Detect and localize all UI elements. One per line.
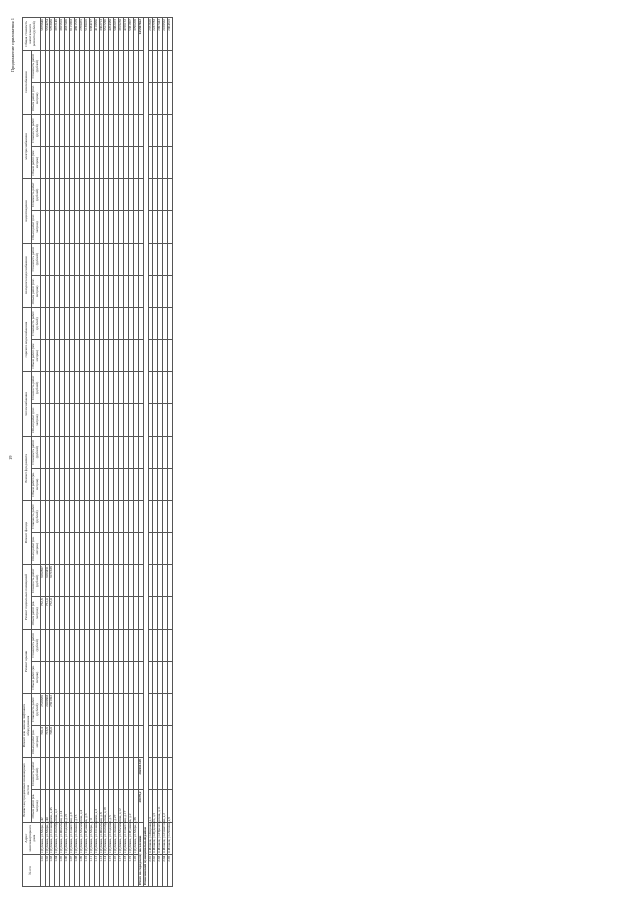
header-subcolumn: Стоимость работ (рублей) [31,179,40,211]
section-title: Иловлинский муниципальный район [143,18,148,887]
row-total: 3972149 [55,18,60,51]
row-number: 1.11 [89,854,94,886]
row-address: г.Дубовка, ул.Садовая, д.21 [64,813,69,853]
header-group: электроснабжения [23,114,32,178]
header-subcolumn: Стоимость работ (рублей) [31,693,40,725]
row-value [168,693,173,725]
header-group: Ремонт или замена лифтового оборудования [23,693,32,757]
header-subcolumn: Объем работ (пог. метров) [31,275,40,307]
header-group: газоснабжения [23,50,32,114]
row-total: 3796208 [133,18,138,51]
row-total: 2768455 [79,18,84,51]
row-address: г.Дубовка, ул.Пушкина, д.6 [83,813,88,853]
header-subcolumn: Объем работ (пог. метров) [31,211,40,243]
header-subcolumn: Объем работ (пог. метров) [31,147,40,179]
header-subcolumn: Стоимость работ (рублей) [31,307,40,339]
header-row-groups [23,18,32,887]
row-number: 1.03 [50,854,55,886]
row-number: 1.07 [70,854,75,886]
row-value [168,726,173,758]
row-value [168,307,173,339]
row-value [168,661,173,693]
row-total: 2237783 [153,18,158,51]
row-value [168,372,173,404]
row-address: г.Дубовка, ул.Школьная, д.14 [59,810,64,853]
row-number: 1.10 [84,854,89,886]
row-number: 1.12 [94,854,99,886]
row-address: г.Дубовка, ул.Мира, д.44 [44,817,49,853]
row-address: г.Дубовка, ул.Московская, д.4 [78,810,83,853]
header-group: водоотведения [23,179,32,243]
row-value: 3171638 [50,565,55,597]
row-number: 2.04 [163,854,168,886]
row-number: 1.08 [74,854,79,886]
row-number: 1.20 [133,854,138,886]
row-total: 3918230 [119,18,124,51]
row-total: 6384197 [89,18,94,51]
row-number: 2.02 [153,854,158,886]
row-total: 4726153 [124,18,129,51]
header-address: Адрес многоквартирного дома [23,822,41,854]
row-total: 2097443 [158,18,163,51]
table-header [23,18,41,887]
totals-label: Итого по городскому поселению [138,822,143,886]
row-number: 2.03 [158,854,163,886]
row-total: 5763030 [50,18,55,51]
header-group: горячего водоснабжения [23,307,32,371]
totals-grand: 615597022 [138,18,143,51]
header-subcolumn: Объем работ (кв. метров) [31,661,40,693]
row-number: 1.06 [65,854,70,886]
row-total: 2064818 [168,18,173,51]
row-value [168,629,173,661]
row-value: 751,4 [45,597,50,629]
header-subcolumn: Стоимость работ (рублей) [31,500,40,532]
row-total: 3362713 [99,18,104,51]
repair-table [22,17,173,887]
row-value: 752,8 [40,597,45,629]
row-number: 1.16 [114,854,119,886]
header-subcolumn: Стоимость работ (рублей) [31,372,40,404]
header-subcolumn: Стоимость работ (рублей) [31,50,40,82]
row-address: г.Дубовка, ул.Мира, д.38 [132,817,137,853]
table-row [168,18,173,887]
row-number: 1.09 [79,854,84,886]
row-total: 4110856 [94,18,99,51]
row-value [168,758,173,790]
row-address: г.Дубовка, ул.Ленина, д.27 [113,814,118,853]
row-value [168,114,173,146]
totals-value: 202661349 [138,758,143,790]
row-value [168,50,173,82]
row-total: 4264380 [109,18,114,51]
row-address: г.Дубовка, ул.Сплавщиков, д.3 [93,809,98,853]
row-total: 4937469 [65,18,70,51]
row-value [168,275,173,307]
row-total: 3925810 [60,18,65,51]
row-address: г.Дубовка, ул.Школьная, д.8 [98,812,103,853]
row-value [168,179,173,211]
row-address: г.Дубовка, ул.Советская, д.17 [123,810,128,853]
totals-value: 28479,2 [138,790,143,822]
row-value: 3162807 [40,565,45,597]
header-subcolumn: Объем работ (кв. метров) [31,726,40,758]
row-number: 1.18 [124,854,129,886]
header-group: холодного водоснабжения [23,243,32,307]
row-number: 1.05 [60,854,65,886]
header-group: теплоснабжения [23,372,32,436]
row-total: 5381907 [128,18,133,51]
header-subcolumn: Стоимость работ (рублей) [31,114,40,146]
row-total: 5517296 [104,18,109,51]
header-num: № п/п [23,854,41,886]
row-number: 2.05 [168,854,173,886]
row-value [168,340,173,372]
row-value [168,597,173,629]
header-subcolumn: Объем работ (пог. метров) [31,404,40,436]
row-value: 2516839 [40,693,45,725]
row-total: 5130416 [84,18,89,51]
header-group: Ремонт фундамента [23,436,32,500]
header-group: Ремонт фасада [23,500,32,564]
row-address: г.Дубовка, ул.Советская, д.9 [69,812,74,853]
row-address: г.Дубовка, ул.Сплавщиков, д.45 [49,807,54,853]
row-value [168,211,173,243]
row-value: 752,4 [50,597,55,629]
row-address: п.Иловля, ул.Советская, д.2 [162,813,167,853]
header-row-sub [31,18,40,887]
row-total: 6115903 [70,18,75,51]
row-address: г.Дубовка, ул.Октябрьская, д.2 [54,808,59,853]
row-value: 746,0 [50,726,55,758]
row-total: 2168562 [163,18,168,51]
row-address: п.Иловля, ул.Пролетарская, д.11 [157,806,162,853]
row-value: 2591392 [50,693,55,725]
row-number: 1.13 [99,854,104,886]
row-number: 1.02 [45,854,50,886]
row-number: 1.14 [104,854,109,886]
row-address: п.Иловля, ул.Ленина, д.9 [167,817,172,853]
row-value [168,243,173,275]
header-subcolumn: Стоимость работ (рублей) [31,243,40,275]
header-subcolumn: Объем работ (кв. метров) [31,533,40,565]
row-value: 2410803 [45,693,50,725]
row-address: г.Дубовка, ул.Октябрьская, д.19 [103,807,108,853]
row-value [168,533,173,565]
row-number: 1.15 [109,854,114,886]
appendix-note: Продолжение приложения 1 [10,18,15,73]
header-group: Ремонт внутридомовых инженерных систем [23,758,32,822]
header-subcolumn: Объем работ (кв. метров) [31,597,40,629]
row-total: 5574254 [45,18,50,51]
header-group: Ремонт крыши [23,629,32,693]
header-subcolumn: Стоимость работ (рублей) [31,436,40,468]
row-value [168,468,173,500]
row-value [168,82,173,114]
row-number: 1.01 [40,854,45,886]
row-address: п.Иловля, ул.Кирова, д.3 [147,817,152,853]
row-value: 3163451 [45,565,50,597]
page-number: 19 [8,455,13,460]
table-body [40,18,172,887]
header-subcolumn: Стоимость работ (рублей) [31,758,40,790]
header-subcolumn: Объем работ (пог. метров) [31,82,40,114]
header-subcolumn: Объем работ (пог. метров) [31,340,40,372]
row-address: г.Дубовка, ул.Ленина, д.15 [73,814,78,853]
header-subcolumn: Объем работ (кв. метров) [31,468,40,500]
row-number: 1.04 [55,854,60,886]
row-address: п.Иловля, ул.Буденного, д.5 [152,812,157,853]
row-total: 5679646 [40,18,45,51]
row-address: г.Дубовка, ул.Мира, д.42 [39,817,44,853]
row-number: 1.17 [119,854,124,886]
row-address: г.Дубовка, ул.Мира, д.11 [88,817,93,853]
header-group: Ремонт подвальных помещений [23,565,32,629]
header-subcolumn: Стоимость работ (рублей) [31,565,40,597]
header-subcolumn: Объем работ (кв. метров) [31,790,40,822]
row-number: 2.01 [148,854,153,886]
row-value: 716,8 [45,726,50,758]
row-number: 1.19 [128,854,133,886]
row-total: 2372626 [148,18,153,51]
header-subcolumn: Стоимость работ (рублей) [31,629,40,661]
row-value [168,404,173,436]
row-value: 741,4 [40,726,45,758]
row-value [168,500,173,532]
row-address: г.Дубовка, ул.Садовая, д.5 [108,815,113,853]
row-total: 5082473 [114,18,119,51]
row-value [168,436,173,468]
row-address: г.Дубовка, ул.Московская, д.12 [118,808,123,853]
row-value [168,147,173,179]
row-value [168,565,173,597]
row-address: г.Дубовка, ул.Пушкина, д.2 [127,813,132,853]
row-total: 4891578 [74,18,79,51]
header-total: Общая стоимость капитального ремонта (рублей) [23,18,41,51]
